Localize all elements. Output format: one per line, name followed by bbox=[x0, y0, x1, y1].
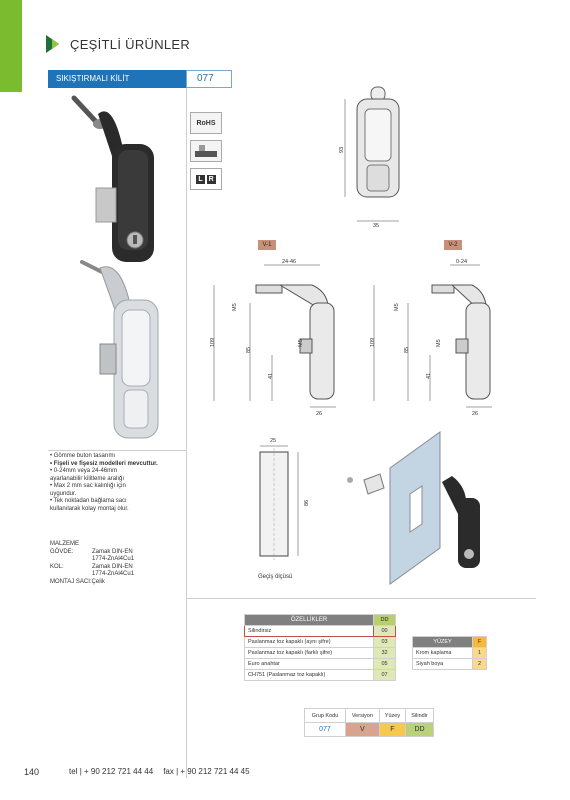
dim-width: 35 bbox=[373, 223, 380, 229]
v2-h85: 85 bbox=[404, 346, 410, 353]
material-value: Zamak DIN-EN 1774-ZnAl4Cu1 bbox=[92, 563, 135, 577]
column-divider bbox=[186, 88, 187, 778]
version-tag-v1: V-1 bbox=[258, 240, 276, 250]
v1-m5a: M5 bbox=[232, 303, 238, 311]
right-label: R bbox=[208, 176, 214, 183]
surface-code: 2 bbox=[473, 659, 487, 670]
surface-label: Krom kaplama bbox=[413, 648, 473, 659]
table-row bbox=[413, 648, 487, 659]
chrome-lock-photo bbox=[76, 254, 176, 444]
side-accent-bar bbox=[0, 0, 22, 92]
order-value-group: 077 bbox=[305, 723, 346, 737]
order-header: Yüzey bbox=[379, 709, 405, 723]
material-value: Zamak DIN-EN 1774-ZnAl4Cu1 bbox=[92, 548, 135, 562]
order-value-surface: F bbox=[379, 723, 405, 737]
v2-range: 0-24 bbox=[456, 259, 468, 265]
panel-mount-icon bbox=[190, 140, 222, 162]
surface-table bbox=[412, 636, 487, 670]
rohs-label: RoHS bbox=[196, 120, 216, 127]
options-header-code: DD bbox=[374, 615, 396, 626]
surface-code: 1 bbox=[473, 648, 487, 659]
surface-header: YÜZEY bbox=[413, 637, 473, 648]
v2-h109: 109 bbox=[370, 337, 376, 347]
options-header: ÖZELLİKLER bbox=[245, 615, 374, 626]
left-divider bbox=[48, 450, 186, 451]
feature-list bbox=[50, 453, 185, 513]
section-arrow-inner-icon bbox=[52, 39, 59, 49]
option-code: 05 bbox=[374, 659, 396, 670]
section-title: ÇEŞİTLİ ÜRÜNLER bbox=[70, 37, 191, 52]
order-value-cylinder: DD bbox=[406, 723, 434, 737]
order-value-version: V bbox=[345, 723, 379, 737]
feature-item: • Tek noktadan bağlama sacı kullanılarak kolay montaj olur. bbox=[50, 498, 129, 512]
order-header: Grup Kodu bbox=[305, 709, 346, 723]
material-key: KOL: bbox=[50, 563, 64, 570]
v1-m5b: M5 bbox=[298, 339, 304, 347]
feature-item: • 0-24mm veya 24-46mm ayarlanabilir kilitleme aralığı bbox=[50, 468, 125, 482]
order-header: Silindir bbox=[406, 709, 434, 723]
v2-w26: 26 bbox=[472, 411, 479, 417]
option-code: 07 bbox=[374, 670, 396, 681]
version-tag-v2: V-2 bbox=[444, 240, 462, 250]
option-code: 00 bbox=[374, 626, 396, 637]
table-row bbox=[245, 670, 396, 681]
feature-item: • Gömme buton tasarımı bbox=[50, 453, 116, 459]
option-label: Paslanmaz toz kapaklı (aynı şifre) bbox=[245, 637, 374, 648]
left-label: L bbox=[198, 176, 203, 183]
table-row bbox=[245, 659, 396, 670]
v2-side-drawing bbox=[360, 255, 510, 420]
dim-height: 93 bbox=[339, 146, 345, 153]
options-table bbox=[244, 614, 396, 681]
option-label: Silindirsiz bbox=[245, 626, 374, 637]
option-label: CH751 (Paslanmaz toz kapaklı) bbox=[245, 670, 374, 681]
v1-h41: 41 bbox=[268, 372, 274, 379]
v1-range: 24-46 bbox=[282, 259, 297, 265]
feature-item: • Fişeli ve fişesiz modelleri mevcuttur. bbox=[50, 460, 158, 467]
v1-w26: 26 bbox=[316, 411, 323, 417]
product-code: 077 bbox=[186, 70, 232, 88]
cutout-w25: 25 bbox=[270, 438, 277, 444]
table-row bbox=[413, 659, 487, 670]
material-key: GÖVDE: bbox=[50, 548, 74, 555]
cutout-drawing bbox=[250, 432, 320, 572]
option-label: Paslanmaz toz kapaklı (farklı şifre) bbox=[245, 648, 374, 659]
table-row bbox=[245, 637, 396, 648]
v2-m5a: M5 bbox=[394, 303, 400, 311]
v1-side-drawing bbox=[200, 255, 350, 420]
material-row bbox=[50, 549, 185, 564]
table-row bbox=[245, 648, 396, 659]
page-footer bbox=[24, 767, 250, 777]
order-header: Versiyon bbox=[345, 709, 379, 723]
panel-install-illustration bbox=[340, 428, 490, 588]
option-code: 03 bbox=[374, 637, 396, 648]
v2-m5b: M5 bbox=[436, 339, 442, 347]
cutout-caption: Geçiş ölçüsü bbox=[258, 574, 293, 580]
option-code: 32 bbox=[374, 648, 396, 659]
material-title: MALZEME bbox=[50, 541, 80, 547]
material-row bbox=[50, 564, 185, 579]
material-block bbox=[50, 541, 185, 586]
v1-h85: 85 bbox=[246, 346, 252, 353]
footer-tel: tel | + 90 212 721 44 44 bbox=[69, 767, 154, 776]
feature-item: • Max 2 mm sac kalınlığı için uygundur. bbox=[50, 483, 126, 497]
v2-h41: 41 bbox=[426, 372, 432, 379]
cutout-h86: 86 bbox=[304, 499, 310, 506]
page-number: 140 bbox=[24, 767, 40, 777]
surface-header-code: F bbox=[473, 637, 487, 648]
product-name: SIKIŞTIRMALI KİLİT bbox=[48, 70, 186, 88]
footer-fax: fax | + 90 212 721 44 45 bbox=[163, 767, 250, 776]
rohs-icon bbox=[190, 112, 222, 134]
table-row bbox=[245, 626, 396, 637]
black-lock-photo bbox=[60, 92, 170, 267]
left-right-icon bbox=[190, 168, 222, 190]
surface-label: Siyah boya bbox=[413, 659, 473, 670]
v1-h109: 109 bbox=[210, 337, 216, 347]
material-plate: MONTAJ SACI:Çelik bbox=[50, 578, 105, 585]
order-code-table bbox=[304, 708, 434, 737]
option-label: Euro anahtar bbox=[245, 659, 374, 670]
tables-divider bbox=[186, 598, 536, 599]
front-view-drawing bbox=[335, 85, 425, 230]
